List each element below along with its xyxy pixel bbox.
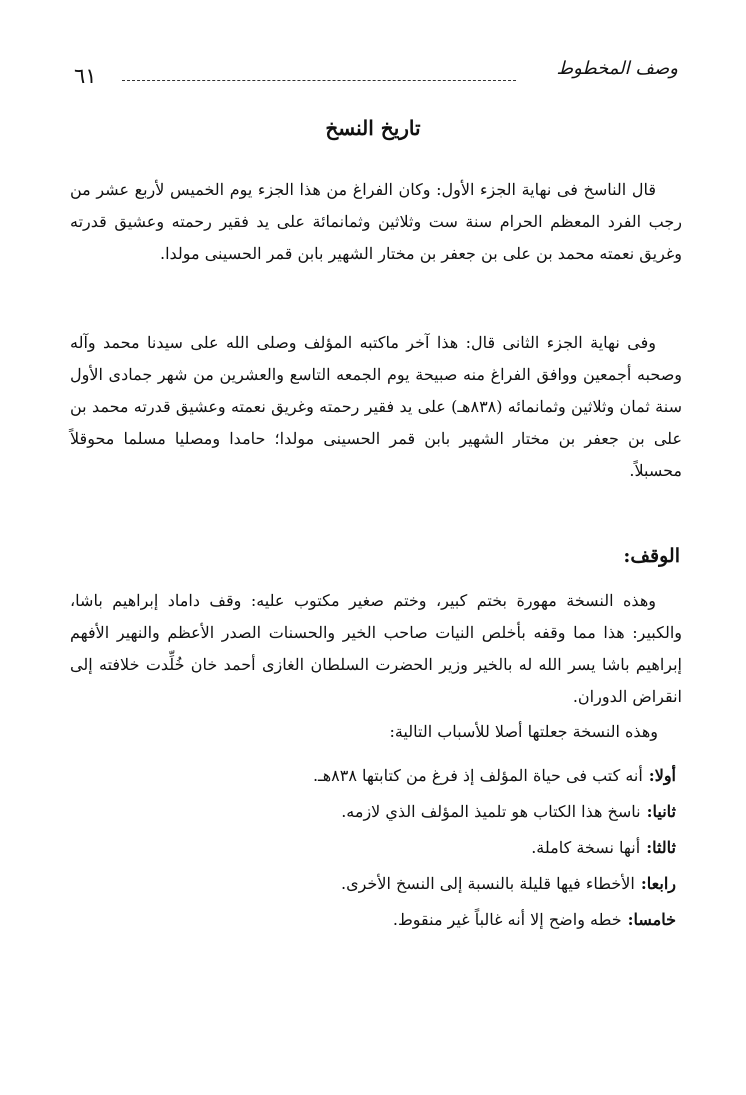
reason-label: خامسا: <box>627 910 676 929</box>
reason-text: أنها نسخة كاملة. <box>531 838 641 857</box>
reason-text: الأخطاء فيها قليلة بالنسبة إلى النسخ الأخرى. <box>340 874 635 893</box>
section-title: تاريخ النسخ <box>325 116 421 140</box>
waqf-heading: الوقف: <box>623 545 680 567</box>
reason-label: ثالثا: <box>646 838 676 857</box>
reason-text: خطه واضح إلا أنه غالباً غير منقوط. <box>392 910 622 929</box>
reason-label: رابعا: <box>640 874 676 893</box>
reason-item <box>116 830 676 866</box>
reason-item <box>116 794 676 830</box>
reason-item <box>116 902 676 938</box>
reasons-list <box>116 758 676 938</box>
reason-item <box>116 758 676 794</box>
reason-text: ناسخ هذا الكتاب هو تلميذ المؤلف الذي لازمه. <box>341 802 641 821</box>
reason-label: ثانيا: <box>646 802 676 821</box>
paragraph-copyist-part-one: قال الناسخ فى نهاية الجزء الأول: وكان الفراغ من هذا الجزء يوم الخميس لأربع عشر من رجب الفرد المعظم الحرام سنة ست وثلاثين وثمانمائة على يد فقير رحمته وعشيق قدرته وغريق نعمته محمد بن على بن جعفر بن مختار الشهير بابن قمر الحسينى مولدا. <box>70 180 682 263</box>
reason-item <box>116 866 676 902</box>
paragraph-copyist-part-two: وفى نهاية الجزء الثانى قال: هذا آخر ماكتبه المؤلف وصلى الله على سيدنا محمد وآله وصحبه أجمعين ووافق الفراغ منه صبيحة يوم الجمعه التاسع والعشرين من شهر جمادى الأول سنة ثمان وثلاثين وثمانمائه (٨٣٨هـ) على يد فقير رحمته وغريق نعمته وعشيق قدرته محمد بن على بن جعفر بن مختار الشهير بابن قمر الحسينى مولدا؛ حامدا ومصليا مسلما محوقلاً محسبلاً. <box>70 333 683 480</box>
reason-label: أولا: <box>648 766 676 785</box>
page-number: ٦١ <box>74 64 97 88</box>
header-rule <box>122 80 516 81</box>
reason-text: أنه كتب فى حياة المؤلف إذ فرغ من كتابتها ٨٣٨هـ. <box>312 766 643 785</box>
paragraph-waqf-seals: وهذه النسخة مهورة بختم كبير، وختم صغير مكتوب عليه: وقف داماد إبراهيم باشا، والكبير: هذا مما وقفه بأخلص النيات صاحب الخير والحسنات الصدر الأعظم والنهير الأفهم إبراهيم باشا يسر الله له بالخير وزير الحضرت السلطان الغازى أحمد خان خُلِّدت خلافته إلى انقراض الدوران. <box>70 591 682 706</box>
paragraph-reasons-intro: وهذه النسخة جعلتها أصلا للأسباب التالية: <box>389 722 658 741</box>
page-header <box>62 58 678 88</box>
running-head: وصف المخطوط <box>556 58 678 79</box>
